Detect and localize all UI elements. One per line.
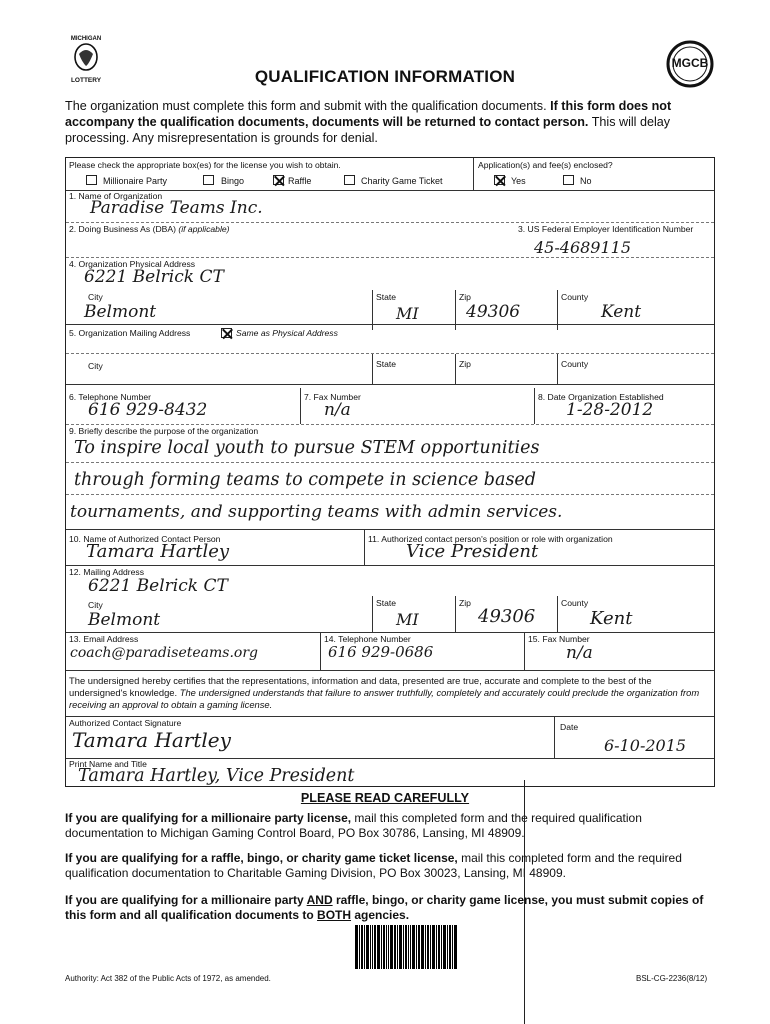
signature-label: Authorized Contact Signature (69, 718, 182, 728)
fein-value[interactable]: 45-4689115 (534, 238, 632, 257)
fax-label: 7. Fax Number (304, 392, 361, 402)
contact-fax-label: 15. Fax Number (528, 634, 590, 644)
instruction-millionaire-lead: If you are qualifying for a millionaire party license, (65, 811, 352, 825)
lottery-logo-top-text: MICHIGAN (70, 36, 102, 42)
fax-value[interactable]: n/a (324, 400, 351, 420)
print-name-label: Print Name and Title (69, 759, 147, 769)
city-label: City (88, 292, 103, 302)
certification-warning: The undersigned understands that failure to answer truthfully, completely and accurately could preclude the organization from receiving an approval to obtain a gaming license. (69, 687, 700, 710)
county-label: County (561, 292, 589, 302)
read-carefully-heading: PLEASE READ CAREFULLY (300, 791, 470, 805)
email-label: 13. Email Address (69, 634, 139, 644)
mailing-address-label: 5. Organization Mailing Address (69, 328, 191, 338)
fees-no-checkbox[interactable] (563, 175, 574, 185)
fees-no-label: No (580, 176, 592, 186)
email-value[interactable]: coach@paradiseteams.org (70, 645, 258, 661)
contact-phone-label: 14. Telephone Number (324, 634, 411, 644)
zip-value[interactable]: 49306 (466, 302, 521, 322)
contact-county-value[interactable]: Kent (590, 608, 633, 629)
license-prompt: Please check the appropriate box(es) for the license you wish to obtain. (69, 160, 341, 170)
contact-state-value[interactable]: MI (396, 610, 419, 629)
county-value[interactable]: Kent (601, 302, 642, 322)
physical-address-value[interactable]: 6221 Belrick CT (84, 267, 224, 287)
contact-name-label: 10. Name of Authorized Contact Person (69, 534, 221, 544)
mail-city-label: City (88, 361, 103, 371)
fees-yes-label: Yes (511, 176, 526, 186)
contact-city-label: City (88, 600, 103, 610)
instruction-both-both: BOTH (317, 908, 352, 922)
phone-value[interactable]: 616 929-8432 (88, 400, 208, 420)
signature-value[interactable]: Tamara Hartley (72, 728, 231, 752)
fein-label: 3. US Federal Employer Identification Number (518, 224, 694, 234)
scan-margin-line (524, 780, 525, 1024)
lottery-logo-bottom-text: LOTTERY (70, 77, 102, 84)
mgcb-logo-text: MGCB (671, 56, 709, 70)
contact-city-value[interactable]: Belmont (88, 610, 161, 630)
millionaire-checkbox[interactable] (86, 175, 97, 185)
certification-statement: The undersigned hereby certifies that the representations, information and data, presented are true, accurate and complete to the best of the undersigned's knowledge. (69, 675, 652, 698)
date-value[interactable]: 6-10-2015 (604, 736, 687, 755)
purpose-line-3[interactable]: tournaments, and supporting teams with admin services. (70, 502, 563, 522)
date-established-value[interactable]: 1-28-2012 (566, 400, 654, 420)
instruction-both-c: agencies. (351, 908, 410, 922)
date-established-label: 8. Date Organization Established (538, 392, 664, 402)
instruction-raffle (65, 851, 715, 881)
contact-name-value[interactable]: Tamara Hartley (86, 541, 230, 562)
contact-role-label: 11. Authorized contact person's position or role with organization (368, 534, 613, 544)
state-value[interactable]: MI (396, 304, 419, 323)
org-name-value[interactable]: Paradise Teams Inc. (90, 198, 263, 218)
instruction-raffle-lead: If you are qualifying for a raffle, bingo, or charity game ticket license, (65, 851, 458, 865)
instruction-both-b: raffle, bingo, or charity game license, you must submit copies of this form and all qualification documents to (65, 893, 704, 922)
mail-zip-label: Zip (459, 359, 471, 369)
intro-text-1: The organization must complete this form and submit with the qualification documents. (65, 99, 547, 113)
page-title: QUALIFICATION INFORMATION (254, 67, 516, 86)
barcode (355, 925, 495, 969)
fees-prompt: Application(s) and fee(s) enclosed? (478, 160, 613, 170)
bingo-label: Bingo (221, 176, 245, 186)
intro-warning: If this form does not accompany the qualification documents, documents will be returned to contact person. (65, 99, 672, 129)
contact-mailing-value[interactable]: 6221 Belrick CT (88, 576, 228, 596)
contact-mailing-label: 12. Mailing Address (69, 567, 144, 577)
contact-phone-value[interactable]: 616 929-0686 (328, 643, 434, 661)
contact-zip-label: Zip (459, 598, 471, 608)
mail-state-label: State (376, 359, 397, 369)
charity-game-checkbox[interactable] (344, 175, 355, 185)
raffle-checkbox[interactable] (273, 175, 284, 185)
contact-county-label: County (561, 598, 589, 608)
physical-address-label: 4. Organization Physical Address (69, 259, 196, 269)
purpose-label: 9. Briefly describe the purpose of the organization (69, 426, 259, 436)
city-value[interactable]: Belmont (84, 302, 157, 322)
same-as-physical-label: Same as Physical Address (236, 328, 338, 338)
date-label: Date (560, 722, 579, 732)
instruction-both-and: AND (306, 893, 333, 907)
intro-paragraph (65, 98, 715, 146)
contact-zip-value[interactable]: 49306 (478, 606, 536, 627)
purpose-line-2[interactable]: through forming teams to compete in science based (74, 470, 536, 490)
dba-note: (if applicable) (178, 224, 230, 234)
instruction-millionaire-text: mail this completed form and the required qualification documentation to Michigan Gaming Control Board, PO Box 30786, Lansing, MI 48909. (65, 811, 642, 840)
millionaire-label: Millionaire Party (103, 176, 168, 186)
mail-county-label: County (561, 359, 589, 369)
instruction-both (65, 893, 715, 923)
qualification-form (65, 157, 715, 787)
purpose-line-1[interactable]: To inspire local youth to pursue STEM opportunities (74, 438, 540, 458)
contact-role-value[interactable]: Vice President (406, 541, 539, 562)
intro-text-2: This will delay processing. Any misrepresentation is grounds for denial. (65, 115, 671, 145)
org-name-label: 1. Name of Organization (69, 191, 163, 201)
zip-label: Zip (459, 292, 471, 302)
contact-fax-value[interactable]: n/a (566, 643, 593, 663)
footer-authority: Authority: Act 382 of the Public Acts of 1972, as amended. (65, 974, 271, 983)
fees-yes-checkbox[interactable] (494, 175, 505, 185)
dba-label (69, 224, 230, 234)
charity-game-label: Charity Game Ticket (361, 176, 443, 186)
bingo-checkbox[interactable] (203, 175, 214, 185)
instruction-both-a: If you are qualifying for a millionaire party (65, 893, 307, 907)
footer-form-number: BSL-CG-2236(8/12) (636, 974, 708, 983)
raffle-label: Raffle (288, 176, 312, 186)
instruction-millionaire (65, 811, 715, 841)
certification-text (69, 675, 709, 711)
phone-label: 6. Telephone Number (69, 392, 152, 402)
dba-label-text: 2. Doing Business As (DBA) (69, 224, 176, 234)
contact-state-label: State (376, 598, 397, 608)
state-label: State (376, 292, 397, 302)
same-as-physical-checkbox[interactable] (221, 328, 232, 338)
instruction-raffle-text: mail this completed form and the required qualification documentation to Charitable Gaming Division, PO Box 30023, Lansing, MI 48909. (65, 851, 682, 880)
print-name-value[interactable]: Tamara Hartley, Vice President (78, 766, 355, 786)
